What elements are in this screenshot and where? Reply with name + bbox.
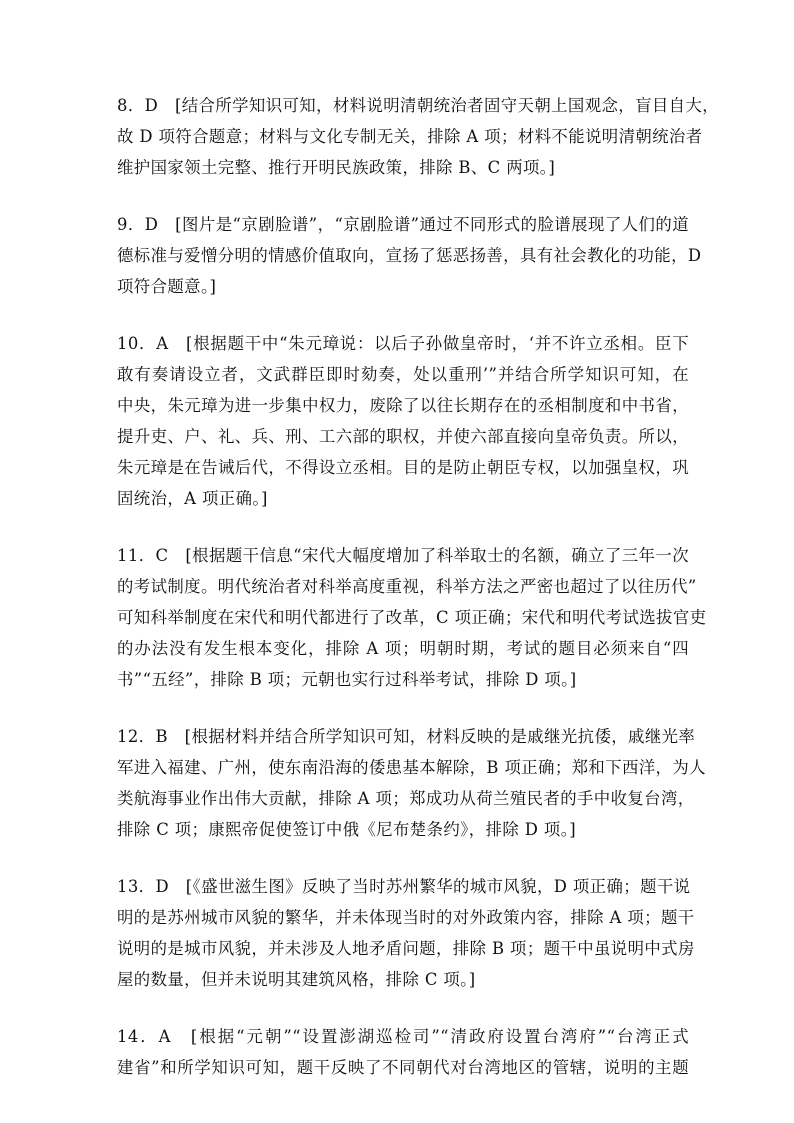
- answer-item-9: [117, 209, 702, 302]
- answer-document: [117, 90, 720, 1083]
- text-line: 可知科举制度在宋代和明代都进行了改革，C 项正确；宋代和明代考试选拔官吏: [117, 608, 707, 627]
- text-line: 9．D [图片是“京剧脸谱”，“京剧脸谱”通过不同形式的脸谱展现了人们的道: [117, 215, 689, 234]
- text-line: 中央，朱元璋为进一步集中权力，废除了以往长期存在的丞相制度和中书省，: [117, 396, 689, 415]
- text-line: 的考试制度。明代统治者对科举高度重视，科举方法之严密也超过了以往历代”: [117, 577, 697, 596]
- text-line: 类航海事业作出伟大贡献，排除 A 项；郑成功从荷兰殖民者的手中收复台湾，: [117, 789, 695, 808]
- text-line: 朱元璋是在告诫后代，不得设立丞相。目的是防止朝臣专权，以加强皇权，巩: [117, 458, 689, 477]
- text-line: 11．C [根据题干信息“宋代大幅度增加了科举取士的名额，确立了三年一次: [117, 546, 689, 565]
- text-line: 提升吏、户、礼、兵、刑、工六部的职权，并使六部直接向皇帝负责。所以，: [117, 427, 689, 446]
- text-line: 13．D [《盛世滋生图》反映了当时苏州繁华的城市风貌，D 项正确；题干说: [117, 877, 691, 896]
- text-line: 项符合题意。]: [117, 277, 217, 296]
- text-line: 14．A [根据“元朝”“设置澎湖巡检司”“清政府设置台湾府”“台湾正式: [117, 1027, 689, 1046]
- text-line: 书”“五经”，排除 B 项；元朝也实行过科举考试，排除 D 项。]: [117, 670, 577, 689]
- text-line: 的办法没有发生根本变化，排除 A 项；明朝时期，考试的题目必须来自“四: [117, 639, 689, 658]
- answer-item-8: [117, 90, 720, 183]
- text-line: 8．D [结合所学知识可知，材料说明清朝统治者固守天朝上国观念，盲目自大，: [117, 96, 720, 115]
- answer-item-12: [117, 721, 706, 845]
- text-line: 屋的数量，但并未说明其建筑风格，排除 C 项。]: [117, 970, 476, 989]
- text-line: 军进入福建、广州，使东南沿海的倭患基本解除，B 项正确；郑和下西洋，为人: [117, 758, 706, 777]
- answer-item-10: [117, 328, 689, 514]
- text-line: 敢有奏请设立者，文武群臣即时劾奏，处以重刑’”并结合所学知识可知，在: [117, 365, 689, 384]
- text-line: 排除 C 项；康熙帝促使签订中俄《尼布楚条约》，排除 D 项。]: [117, 820, 577, 839]
- answer-item-14: [117, 1021, 689, 1083]
- text-line: 固统治，A 项正确。]: [117, 489, 268, 508]
- text-line: 建省”和所学知识可知，题干反映了不同朝代对台湾地区的管辖，说明的主题: [117, 1058, 689, 1077]
- text-line: 德标准与爱憎分明的情感价值取向，宣扬了惩恶扬善，具有社会教化的功能，D: [117, 246, 702, 265]
- text-line: 10．A [根据题干中“朱元璋说：以后子孙做皇帝时，‘并不许立丞相。臣下: [117, 334, 689, 353]
- text-line: 明的是苏州城市风貌的繁华，并未体现当时的对外政策内容，排除 A 项；题干: [117, 908, 695, 927]
- text-line: 故 D 项符合题意；材料与文化专制无关，排除 A 项；材料不能说明清朝统治者: [117, 127, 703, 146]
- text-line: 12．B [根据材料并结合所学知识可知，材料反映的是戚继光抗倭，戚继光率: [117, 727, 696, 746]
- text-line: 维护国家领土完整、推行开明民族政策，排除 B、C 两项。]: [117, 158, 556, 177]
- answer-item-11: [117, 540, 707, 695]
- answer-item-13: [117, 871, 695, 995]
- text-line: 说明的是城市风貌，并未涉及人地矛盾问题，排除 B 项；题干中虽说明中式房: [117, 939, 695, 958]
